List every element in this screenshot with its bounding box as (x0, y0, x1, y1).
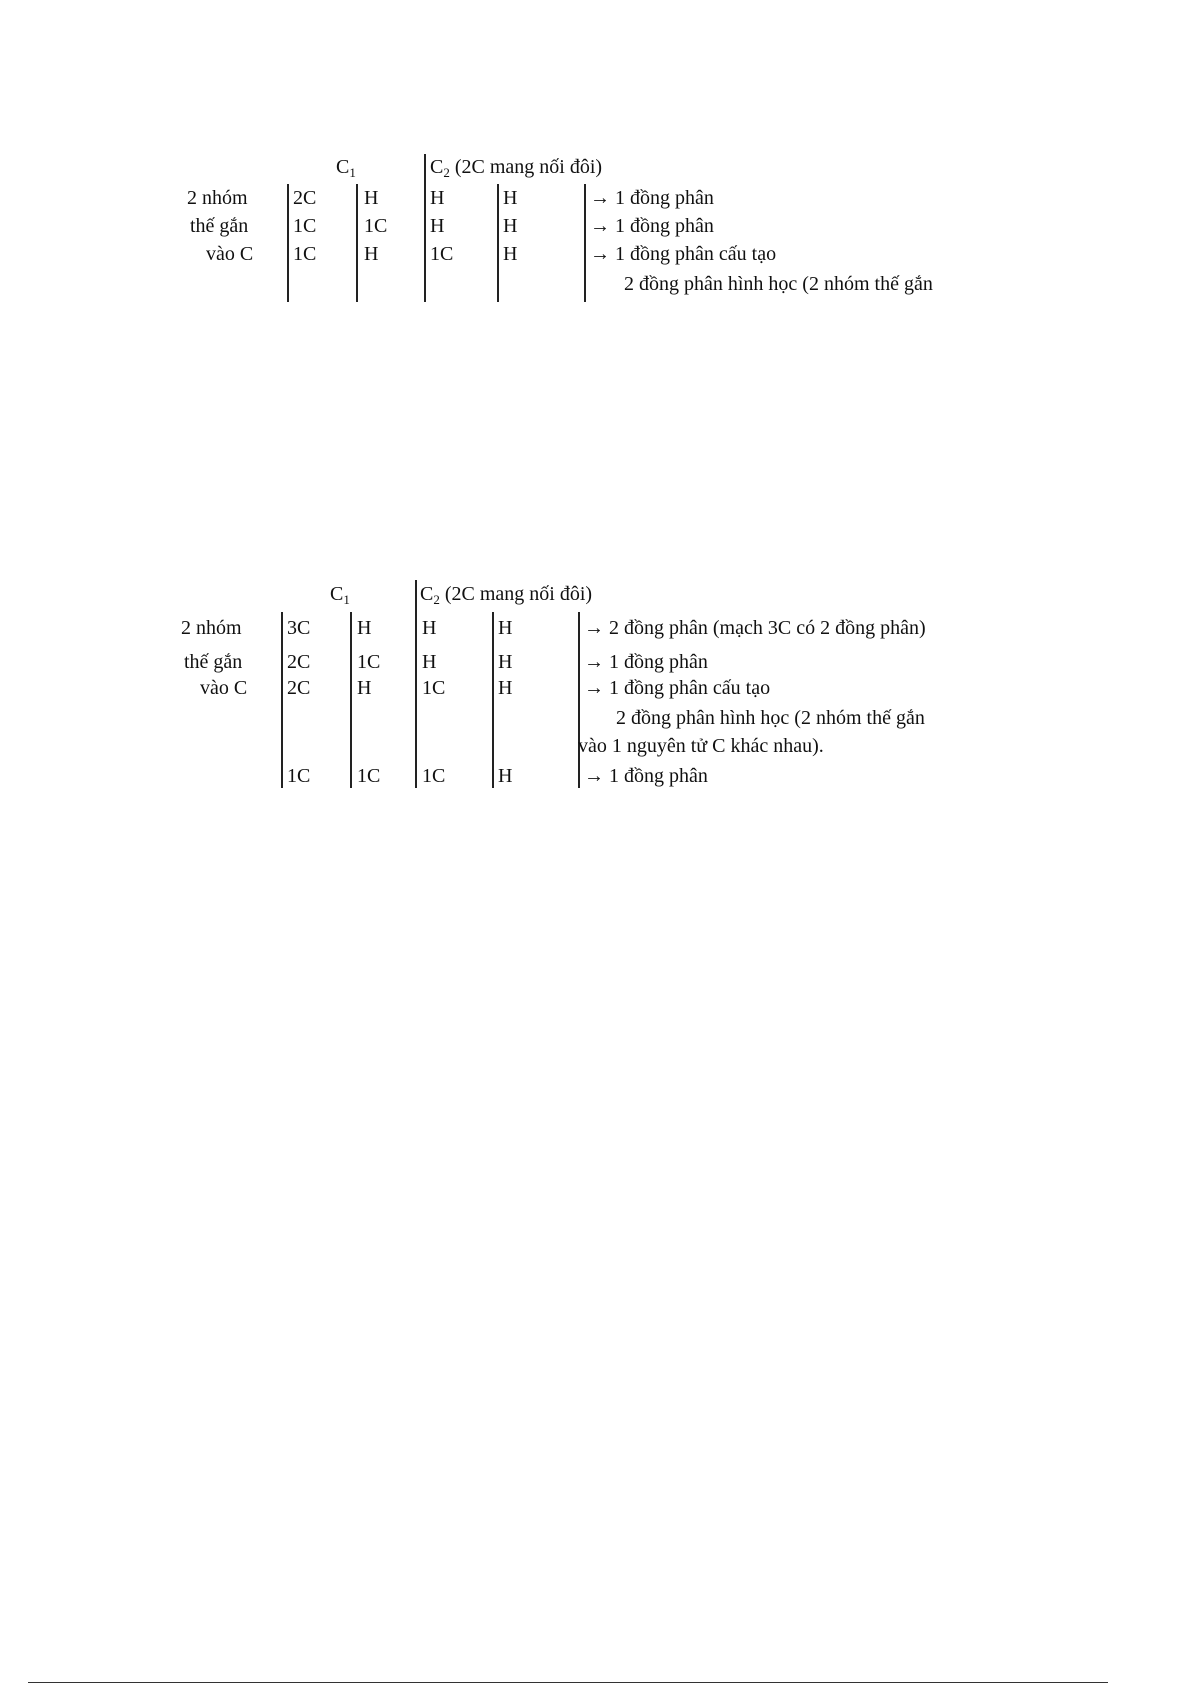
column-rule (492, 612, 494, 788)
result-text: → 2 đồng phân (mạch 3C có 2 đồng phân) (584, 617, 926, 639)
table-cell: 1C (293, 243, 317, 265)
side-label-line-3: vào C (200, 677, 248, 699)
side-label-line-2: thế gắn (190, 215, 249, 237)
table-cell: 1C (422, 677, 446, 699)
table-cell: H (498, 677, 513, 699)
header-c2: $C_2$ (2C mang nối đôi) (430, 156, 603, 180)
table-cell: H (498, 617, 513, 639)
table-cell: 1C (430, 243, 454, 265)
table-cell: H (357, 677, 372, 699)
column-rule (281, 612, 283, 788)
page-bottom-rule (28, 1682, 1108, 1683)
column-rule (497, 184, 499, 302)
table-cell: H (422, 617, 437, 639)
table-cell: H (503, 215, 518, 237)
side-label-line-1: 2 nhóm (187, 187, 248, 209)
column-rule (350, 612, 352, 788)
header-c1: $C_1$ (330, 583, 350, 607)
table-cell: H (364, 187, 379, 209)
result-text: → 1 đồng phân cấu tạo (590, 243, 777, 265)
table-cell: 2C (287, 651, 311, 673)
result-text: 2 đồng phân hình học (2 nhóm thế gắn (616, 707, 925, 729)
result-text: → 1 đồng phân (584, 651, 708, 673)
table-cell: 2C (293, 187, 317, 209)
result-text: 2 đồng phân hình học (2 nhóm thế gắn (624, 273, 933, 295)
table-cell: H (430, 187, 445, 209)
column-rule (424, 154, 426, 302)
table-cell: H (498, 651, 513, 673)
result-text: → 1 đồng phân cấu tạo (584, 677, 771, 699)
column-rule (356, 184, 358, 302)
column-rule (578, 612, 580, 788)
side-label-line-3: vào C (206, 243, 254, 265)
header-c1: $C_1$ (336, 156, 356, 180)
table-cell: H (503, 187, 518, 209)
side-label-line-2: thế gắn (184, 651, 243, 673)
table-cell: 1C (357, 765, 381, 787)
table-cell: 1C (357, 651, 381, 673)
table-cell: H (357, 617, 372, 639)
result-text: → 1 đồng phân (590, 215, 714, 237)
result-text: → 1 đồng phân (584, 765, 708, 787)
table-cell: H (498, 765, 513, 787)
column-rule (287, 184, 289, 302)
result-text: → 1 đồng phân (590, 187, 714, 209)
table-cell: 2C (287, 677, 311, 699)
table-cell: H (422, 651, 437, 673)
result-text: vào 1 nguyên tử C khác nhau). (578, 735, 824, 757)
table-cell: H (503, 243, 518, 265)
table-cell: 1C (293, 215, 317, 237)
table-cell: H (364, 243, 379, 265)
column-rule (584, 184, 586, 302)
table-cell: 3C (287, 617, 311, 639)
table-cell: 1C (287, 765, 311, 787)
column-rule (415, 580, 417, 788)
table-cell: 1C (364, 215, 388, 237)
header-c2: $C_2$ (2C mang nối đôi) (420, 583, 593, 607)
table-cell: 1C (422, 765, 446, 787)
side-label-line-1: 2 nhóm (181, 617, 242, 639)
table-cell: H (430, 215, 445, 237)
